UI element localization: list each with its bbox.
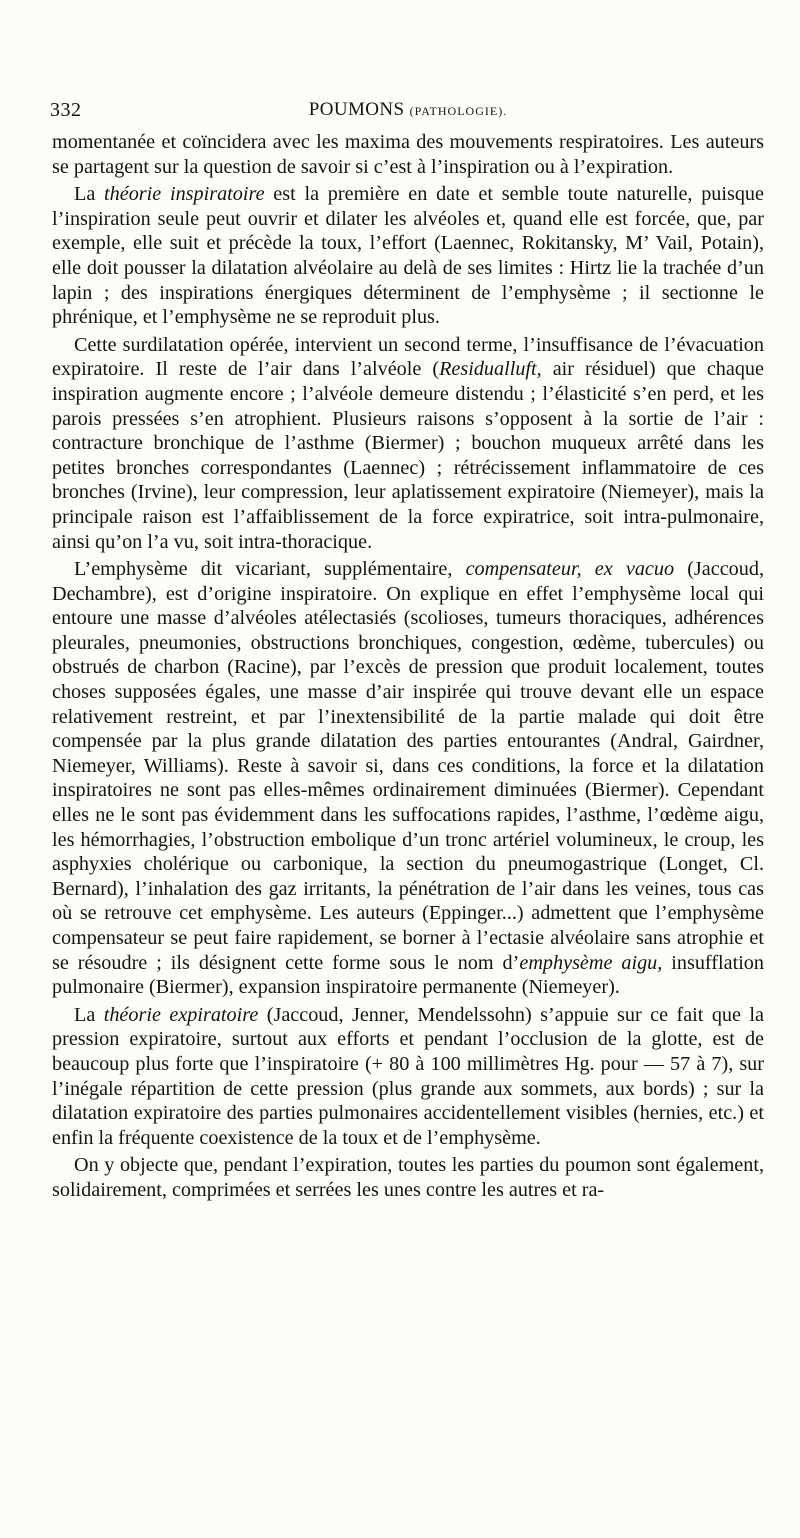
running-header (52, 96, 764, 130)
running-title-subtitle: (PATHOLOGIE). (409, 104, 508, 118)
paragraph-p1 (52, 130, 764, 179)
italic-term: théorie expiratoire (103, 1003, 259, 1026)
paragraph-p3 (52, 333, 764, 554)
italic-term: compensateur, ex vacuo (465, 558, 675, 581)
text-run: est la première en date et semble toute naturelle, puisque l’inspiration seule peut ouvrir et dilater les alvéoles et, quand elle est forcée, que, par exemple, elle suit et précède la toux, l’effort (Laennec, Rokitansky, M’ Vail, Potain), elle doit pousser la dilatation alvéolaire au delà de ses limites : Hirtz lie la trachée d’un lapin ; des inspirations énergiques déterminent de l’emphysème ; il sectionne le phrénique, et l’emphysème ne se reproduit plus. (52, 183, 764, 329)
text-run: (Jaccoud, Dechambre), est d’origine inspiratoire. On explique en effet l’emphysème local qui entoure une masse d’alvéoles atélectasiés (scolioses, tumeurs thoraciques, adhérences pleurales, pneumonies, obstructions bronchiques, congestion, œdème, tubercules) ou obstrués de charbon (Racine), par l’excès de pression que produit localement, toutes choses supposées égales, une masse d’air inspirée qui trouve devant elle un espace relativement restreint, et par l’inextensibilité de la partie malade qui doit être compensée par la plus grande dilatation des parties entourantes (Andral, Gairdner, Niemeyer, Williams). Reste à savoir si, dans ces conditions, la force et la dilatation inspiratoires ne sont pas elles-mêmes ordinairement diminuées (Biermer). Cependant elles ne le sont pas évidemment dans les suffocations rapides, l’asthme, l’œdème aigu, les hémorrhagies, l’obstruction embolique d’un tronc artériel volumineux, le croup, les asphyxies cholérique ou carbonique, la section du pneumogastrique (Longet, Cl. Bernard), l’inhalation des gaz irritants, la pénétration de l’air dans les veines, tous cas où se retrouve cet emphysème. Les auteurs (Eppinger...) admettent que l’emphysème compensateur se peut faire rapidement, se borner à l’ectasie alvéolaire sans atrophie et se résoudre ; ils désignent cette forme sous le nom d’ (52, 558, 764, 974)
text-run: air résiduel) que chaque inspiration augmente encore ; l’alvéole demeure distendu ; l’élasticité s’en perd, et les parois pressées s’en atrophient. Plusieurs raisons s’opposent à la sortie de l’air : contracture bronchique de l’asthme (Biermer) ; bouchon muqueux arrêté dans les petites bronches correspondantes (Laennec) ; rétrécissement inflammatoire de ces bronches (Irvine), leur compression, leur aplatissement expiratoire (Niemeyer), mais la principale raison est l’affaiblissement de la force expiratrice, soit intra-pulmonaire, ainsi qu’on l’a vu, soit intra-thoracique. (52, 358, 764, 553)
running-title (52, 98, 764, 124)
italic-term: Residualluft, (439, 358, 542, 381)
text-run: La (74, 183, 105, 206)
running-title-main: POUMONS (308, 99, 405, 120)
paragraph-p4 (52, 557, 764, 1000)
page-number: 332 (50, 99, 82, 121)
italic-term: théorie inspiratoire (104, 183, 265, 206)
paragraph-p5 (52, 1003, 764, 1151)
italic-term: emphysème aigu, (519, 951, 663, 974)
text-run: insufflation pulmonaire (Biermer), expansion inspiratoire permanente (Niemeyer). (52, 951, 764, 999)
text-run: La (74, 1003, 104, 1026)
text-run: L’emphysème dit vicariant, supplémentaire, (74, 558, 466, 581)
text-run: Cette surdilatation opérée, intervient un second terme, l’insuffisance de l’évacuation expiratoire. Il reste de l’air dans l’alvéole ( (52, 333, 764, 381)
body-text (52, 130, 764, 1203)
paragraph-p6 (52, 1153, 764, 1202)
paragraph-p2 (52, 182, 764, 330)
text-run: (Jaccoud, Jenner, Mendelssohn) s’appuie sur ce fait que la pression expiratoire, surtout aux efforts et pendant l’occlusion de la glotte, est de beaucoup plus forte que l’inspiratoire (+ 80 à 100 millimètres Hg. pour — 57 à 7), sur l’inégale répartition de cette pression (plus grande aux sommets, aux bords) ; sur la dilatation expiratoire des parties pulmonaires accidentellement visibles (hernies, etc.) et enfin la fréquente coexistence de la toux et de l’emphysème. (52, 1003, 764, 1149)
text-run: momentanée et coïncidera avec les maxima des mouvements respiratoires. Les auteurs se partagent sur la question de savoir si c’est à l’inspiration ou à l’expiration. (52, 131, 764, 178)
text-run: On y objecte que, pendant l’expiration, toutes les parties du poumon sont également, solidairement, comprimées et serrées les unes contre les autres et ra- (52, 1154, 764, 1201)
document-page (52, 96, 764, 1206)
